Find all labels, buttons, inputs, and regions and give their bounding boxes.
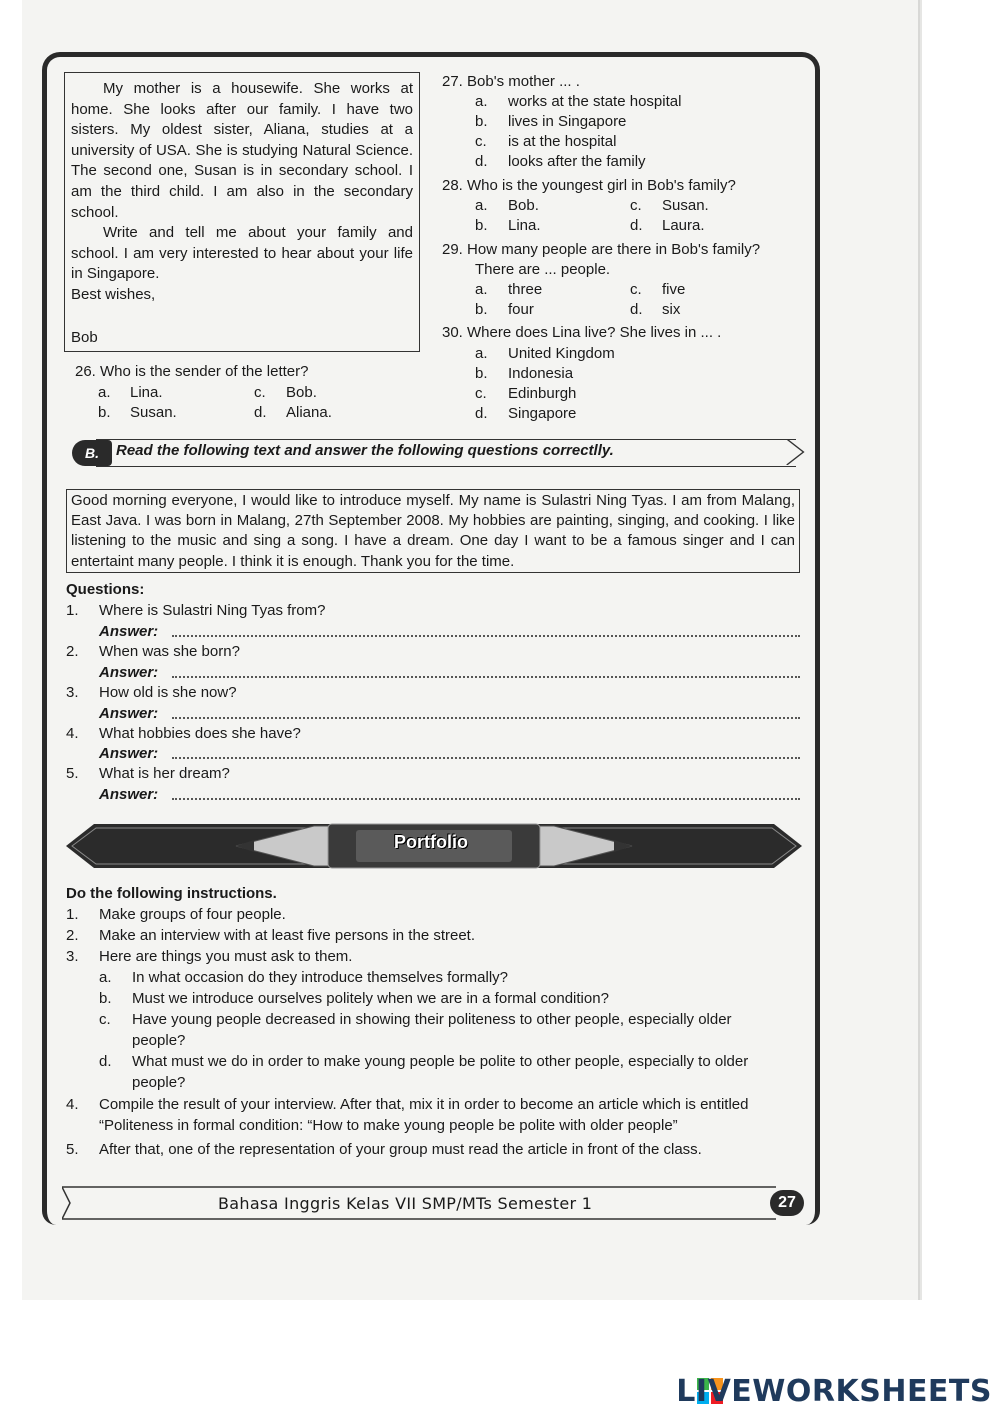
essay-q3-number: 3. [66, 684, 79, 701]
letter-closing: Best wishes, [71, 285, 156, 303]
letter-signature: Bob [71, 329, 98, 347]
instruction-3a: In what occasion do they introduce themselves formally? [132, 969, 509, 986]
essay-q4-answer-field[interactable] [172, 756, 800, 759]
instruction-5-number: 5. [66, 1141, 79, 1158]
q27-option-c[interactable]: is at the hospital [508, 133, 617, 150]
essay-q5-answer-field[interactable] [172, 797, 800, 800]
essay-q1-answer-label: Answer: [99, 623, 159, 640]
instruction-2-number: 2. [66, 927, 79, 944]
question-26: 26. Who is the sender of the letter? [75, 363, 309, 380]
instructions-heading: Do the following instructions. [66, 885, 277, 902]
instruction-3b-letter: b. [99, 990, 112, 1007]
q27-option-b[interactable]: lives in Singapore [508, 113, 627, 130]
q28-option-a-letter: a. [475, 197, 488, 214]
q27-option-b-letter: b. [475, 113, 488, 130]
question-29-stem: There are ... people. [475, 261, 611, 278]
instruction-4-cont: “Politeness in formal condition: “How to make young people be polite with older people” [99, 1117, 678, 1134]
q30-option-c[interactable]: Edinburgh [508, 385, 577, 402]
essay-q3-answer-label: Answer: [99, 705, 159, 722]
q28-option-c[interactable]: Susan. [662, 197, 709, 214]
q29-option-b-letter: b. [475, 301, 488, 318]
section-b-title: Read the following text and answer the following questions correctlly. [116, 442, 614, 459]
question-27: 27. Bob's mother ... . [442, 73, 580, 90]
q29-option-d-letter: d. [630, 301, 643, 318]
q29-option-c-letter: c. [630, 281, 642, 298]
essay-q2: When was she born? [99, 643, 240, 660]
q26-option-d-letter: d. [254, 404, 267, 421]
q28-option-b[interactable]: Lina. [508, 217, 541, 234]
section-b-label: B. [72, 440, 112, 466]
q30-option-c-letter: c. [475, 385, 487, 402]
essay-q2-answer-field[interactable] [172, 675, 800, 678]
footer-book-title: Bahasa Inggris Kelas VII SMP/MTs Semester 1 [218, 1194, 593, 1213]
q28-option-d-letter: d. [630, 217, 643, 234]
question-30: 30. Where does Lina live? She lives in ... . [442, 324, 722, 341]
essay-q4-number: 4. [66, 725, 79, 742]
essay-q2-number: 2. [66, 643, 79, 660]
instruction-3d: What must we do in order to make young people be polite to other people, especially to older [132, 1053, 749, 1070]
essay-q4: What hobbies does she have? [99, 725, 301, 742]
q30-option-b-letter: b. [475, 365, 488, 382]
q26-option-c[interactable]: Bob. [286, 384, 317, 401]
instruction-3c-letter: c. [99, 1011, 111, 1028]
q27-option-a-letter: a. [475, 93, 488, 110]
questions-heading: Questions: [66, 581, 145, 598]
essay-q1-number: 1. [66, 602, 79, 619]
q27-option-d-letter: d. [475, 153, 488, 170]
essay-q4-answer-label: Answer: [99, 745, 159, 762]
q28-option-c-letter: c. [630, 197, 642, 214]
essay-q3: How old is she now? [99, 684, 237, 701]
essay-q5: What is her dream? [99, 765, 230, 782]
instruction-4-number: 4. [66, 1096, 79, 1113]
instruction-3c-cont: people? [132, 1032, 186, 1049]
q30-option-d[interactable]: Singapore [508, 405, 577, 422]
instruction-5: After that, one of the representation of your group must read the article in front of the class. [99, 1141, 702, 1158]
essay-q3-answer-field[interactable] [172, 716, 800, 719]
q26-option-d[interactable]: Aliana. [286, 404, 332, 421]
q29-option-d[interactable]: six [662, 301, 681, 318]
essay-q5-answer-label: Answer: [99, 786, 159, 803]
instruction-2: Make an interview with at least five persons in the street. [99, 927, 476, 944]
portfolio-title: Portfolio [394, 832, 468, 852]
question-29: 29. How many people are there in Bob's family? [442, 241, 761, 258]
q29-option-a-letter: a. [475, 281, 488, 298]
instruction-3d-cont: people? [132, 1074, 186, 1091]
essay-q1: Where is Sulastri Ning Tyas from? [99, 602, 326, 619]
instruction-3a-letter: a. [99, 969, 112, 986]
instruction-3-number: 3. [66, 948, 79, 965]
liveworksheets-watermark: LIVEWORKSHEETS [676, 1374, 992, 1409]
question-28: 28. Who is the youngest girl in Bob's family? [442, 177, 736, 194]
letter-paragraph-2: Write and tell me about your family and school. I am very interested to hear about your life in Singapore. [71, 224, 413, 283]
instruction-3: Here are things you must ask to them. [99, 948, 353, 965]
q26-option-b-letter: b. [98, 404, 111, 421]
instruction-1-number: 1. [66, 906, 79, 923]
q26-option-c-letter: c. [254, 384, 266, 401]
reading-text-box: Good morning everyone, I would like to introduce myself. My name is Sulastri Ning Tyas. I am from Malang, East Java. I was born in Malang, 27th September 2008. My hobbies are painting, singing, and cooking. I like listening to the music and sing a song. I have a dream. One day I want to be a famous singer and I can entertaint many people. I think it is enough. Thank you for the time. [66, 489, 800, 573]
essay-q5-number: 5. [66, 765, 79, 782]
q30-option-a-letter: a. [475, 345, 488, 362]
q30-option-b[interactable]: Indonesia [508, 365, 574, 382]
q28-option-d[interactable]: Laura. [662, 217, 705, 234]
q30-option-a[interactable]: United Kingdom [508, 345, 615, 362]
q30-option-d-letter: d. [475, 405, 488, 422]
letter-box [64, 72, 420, 352]
instruction-3d-letter: d. [99, 1053, 112, 1070]
q26-option-a-letter: a. [98, 384, 111, 401]
q29-option-b[interactable]: four [508, 301, 534, 318]
instruction-3c: Have young people decreased in showing their politeness to other people, especially older [132, 1011, 732, 1028]
essay-q1-answer-field[interactable] [172, 634, 800, 637]
instruction-3b: Must we introduce ourselves politely when we are in a formal condition? [132, 990, 609, 1007]
q28-option-a[interactable]: Bob. [508, 197, 539, 214]
q29-option-a[interactable]: three [508, 281, 543, 298]
essay-q2-answer-label: Answer: [99, 664, 159, 681]
section-b-banner [66, 439, 806, 469]
q27-option-d[interactable]: looks after the family [508, 153, 646, 170]
q27-option-a[interactable]: works at the state hospital [508, 93, 682, 110]
q29-option-c[interactable]: five [662, 281, 686, 298]
q26-option-a[interactable]: Lina. [130, 384, 163, 401]
page-number: 27 [770, 1190, 804, 1216]
letter-paragraph-1: My mother is a housewife. She works at home. She looks after our family. I have two sisters. My oldest sister, Aliana, studies at a university of USA. She is studying Natural Science. The second one, Susan is in secondary school. I am the third child. I am also in the secondary school. [71, 80, 413, 221]
q26-option-b[interactable]: Susan. [130, 404, 177, 421]
instruction-1: Make groups of four people. [99, 906, 286, 923]
q28-option-b-letter: b. [475, 217, 488, 234]
q27-option-c-letter: c. [475, 133, 487, 150]
banner-arrow-icon [786, 439, 806, 465]
instruction-4: Compile the result of your interview. After that, mix it in order to become an article which is entitled [99, 1096, 749, 1113]
